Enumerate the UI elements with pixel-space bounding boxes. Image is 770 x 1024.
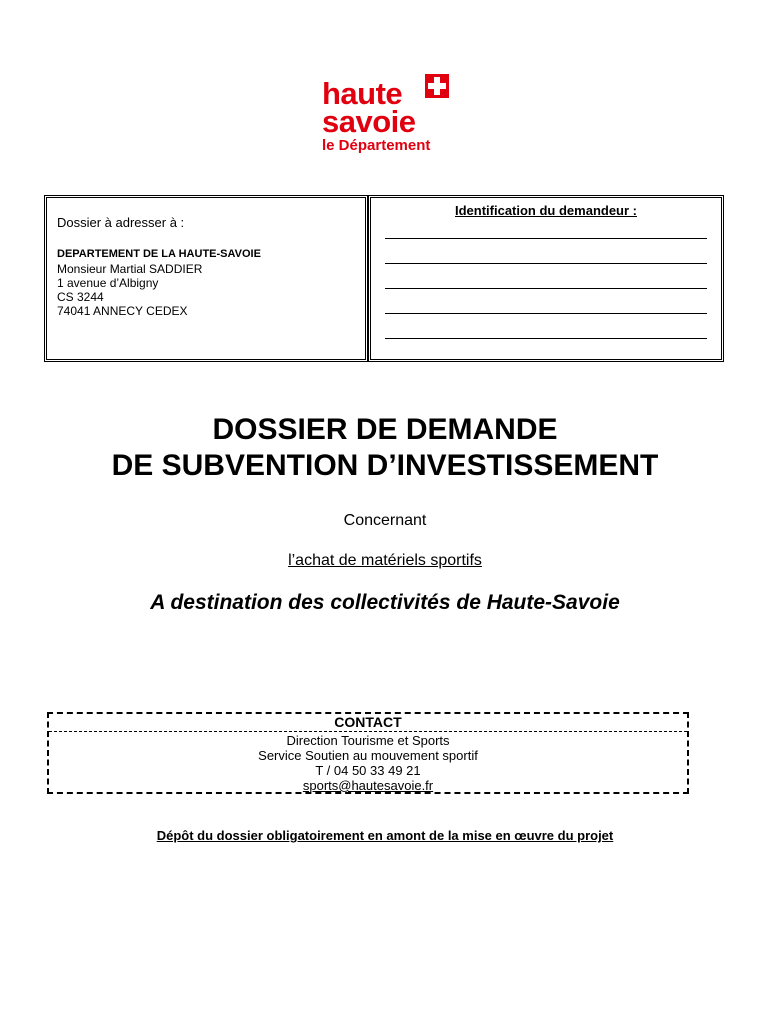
logo-text-departement: le Département xyxy=(322,137,431,154)
address-box xyxy=(44,195,368,362)
document-title-line1: DOSSIER DE DEMANDE xyxy=(212,413,558,446)
applicant-fill-line[interactable] xyxy=(385,238,707,239)
applicant-fill-line[interactable] xyxy=(385,313,707,314)
document-title-line2: DE SUBVENTION D’INVESTISSEMENT xyxy=(111,449,659,482)
address-line: 1 avenue d’Albigny xyxy=(57,276,159,290)
address-line: Monsieur Martial SADDIER xyxy=(57,262,203,276)
address-line: 74041 ANNECY CEDEX xyxy=(57,304,188,318)
contact-line: Direction Tourisme et Sports xyxy=(286,733,450,748)
address-organisation: DEPARTEMENT DE LA HAUTE-SAVOIE xyxy=(57,248,261,260)
applicant-fill-line[interactable] xyxy=(385,338,707,339)
contact-line: Service Soutien au mouvement sportif xyxy=(258,748,478,763)
applicant-fill-line[interactable] xyxy=(385,288,707,289)
address-line: CS 3244 xyxy=(57,290,104,304)
submission-note: Dépôt du dossier obligatoirement en amont de la mise en œuvre du projet xyxy=(156,828,614,843)
concernant-label: Concernant xyxy=(343,512,427,529)
contact-email-link[interactable]: sports@hautesavoie.fr xyxy=(302,778,434,793)
contact-box xyxy=(47,712,689,794)
applicant-fill-line[interactable] xyxy=(385,263,707,264)
address-intro: Dossier à adresser à : xyxy=(57,215,185,230)
destination-text: A destination des collectivités de Haute-Savoie xyxy=(150,591,620,614)
subject-text: l’achat de matériels sportifs xyxy=(288,552,482,569)
contact-heading: CONTACT xyxy=(49,714,687,732)
logo-text-haute: haute xyxy=(322,76,403,111)
document-title xyxy=(0,412,770,484)
savoy-cross-icon xyxy=(425,74,449,98)
logo-text-savoie: savoie xyxy=(322,104,416,139)
applicant-title: Identification du demandeur : xyxy=(454,203,637,218)
haute-savoie-logo xyxy=(320,72,460,162)
applicant-box xyxy=(368,195,724,362)
contact-phone: T / 04 50 33 49 21 xyxy=(315,763,421,778)
address-lines xyxy=(57,262,202,318)
contact-details xyxy=(49,733,687,793)
